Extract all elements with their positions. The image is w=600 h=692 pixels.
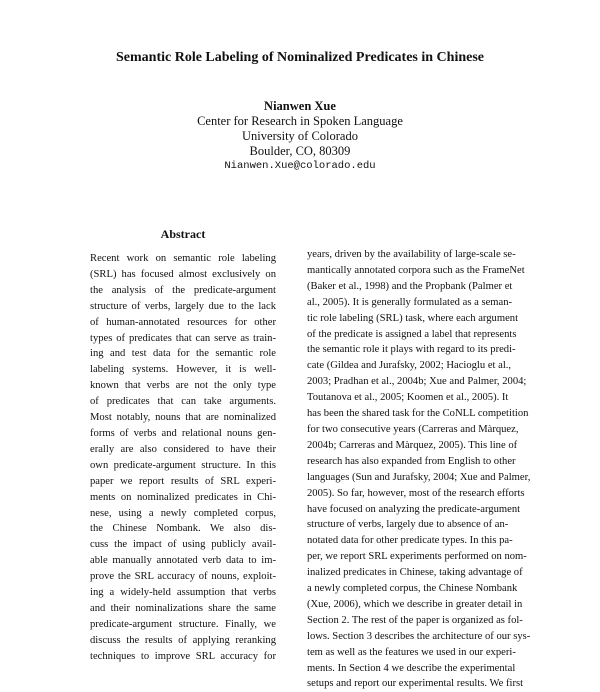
text-line: mantically annotated corpora such as the FrameNet bbox=[307, 264, 525, 276]
text-line: paper we report results of SRL experi- bbox=[90, 475, 276, 487]
abstract-text bbox=[90, 251, 276, 665]
text-line: nese, using a newly completed corpus, bbox=[90, 507, 276, 519]
text-line: types of predicates that can serve as train- bbox=[90, 332, 276, 344]
text-line: techniques to improve SRL accuracy for bbox=[90, 650, 276, 662]
text-line: known that verbs are not the only type bbox=[90, 380, 276, 392]
text-line: lows. Section 3 describes the architecture of our sys- bbox=[307, 630, 531, 642]
text-line: Most notably, nouns that are nominalized bbox=[90, 412, 276, 424]
author-university: University of Colorado bbox=[242, 129, 358, 143]
author-name: Nianwen Xue bbox=[264, 99, 336, 113]
text-line: ments. In Section 4 we describe the experimental bbox=[307, 662, 516, 674]
text-line: inalized predicates in Chinese, taking advantage of bbox=[307, 567, 523, 579]
text-line: discuss the results of applying reranking bbox=[90, 634, 276, 646]
text-line: predicate-argument structure. Finally, we bbox=[90, 618, 276, 630]
text-line: for two consecutive years (Carreras and Màrquez, bbox=[307, 423, 519, 435]
text-line: al., 2005). It is generally formulated as a seman- bbox=[307, 296, 513, 308]
text-line: of the predicate is assigned a label that represents bbox=[307, 328, 517, 340]
paper-title: Semantic Role Labeling of Nominalized Predicates in Chinese bbox=[116, 50, 484, 65]
text-line: the semantic role it plays with regard to its predi- bbox=[307, 344, 516, 356]
text-line: structure of verbs, largely due to absence of an- bbox=[307, 519, 509, 531]
author-affiliation: Center for Research in Spoken Language bbox=[197, 114, 403, 128]
text-line: 2004b; Carreras and Màrquez, 2005). This line of bbox=[307, 439, 518, 451]
text-line: erally are also considered to have their bbox=[90, 443, 276, 455]
abstract-heading: Abstract bbox=[160, 227, 206, 241]
text-line: has been the shared task for the CoNLL competition bbox=[307, 408, 529, 420]
text-line: and their nominalizations share the same bbox=[90, 602, 276, 614]
text-line: a newly completed corpus, the Chinese Nombank bbox=[307, 583, 518, 595]
text-line: languages (Sun and Jurafsky, 2004; Xue and Palmer, bbox=[307, 471, 531, 483]
text-line: tic role labeling (SRL) task, where each argument bbox=[307, 312, 519, 324]
text-line: labeling systems. However, it is well- bbox=[90, 364, 276, 376]
text-line: Toutanova et al., 2005; Koomen et al., 2005). It bbox=[307, 392, 509, 404]
text-line: tem as well as the features we used in our experi- bbox=[307, 646, 516, 658]
text-line: the Chinese Nombank. We also dis- bbox=[90, 523, 276, 535]
author-block bbox=[0, 99, 600, 174]
author-location: Boulder, CO, 80309 bbox=[249, 144, 351, 158]
text-line: structure of verbs, largely due to the lack bbox=[90, 300, 276, 312]
text-line: the analysis of the predicate-argument bbox=[90, 284, 276, 296]
text-line: (Baker et al., 1998) and the Propbank (Palmer et bbox=[307, 280, 513, 292]
body-text-column bbox=[307, 247, 531, 692]
text-line: (Xue, 2006), which we describe in greater detail in bbox=[307, 598, 523, 610]
text-line: ments on nominalized predicates in Chi- bbox=[90, 491, 276, 503]
text-line: research has also expanded from English to other bbox=[307, 455, 516, 467]
text-line: cate (Gildea and Jurafsky, 2002; Hacioglu et al., bbox=[307, 360, 512, 372]
text-line: 2005). So far, however, most of the research efforts bbox=[307, 487, 525, 499]
text-line: 2003; Pradhan et al., 2004b; Xue and Palmer, 2004; bbox=[307, 376, 527, 388]
text-line: setups and report our experimental results. We first bbox=[307, 678, 524, 690]
text-line: Recent work on semantic role labeling bbox=[90, 253, 276, 264]
text-line: (SRL) has focused almost exclusively on bbox=[90, 268, 276, 280]
text-line: years, driven by the availability of large-scale se- bbox=[307, 249, 516, 260]
text-line: able manually annotated verb data to im- bbox=[90, 555, 276, 567]
text-line: own predicate-argument structure. In this bbox=[90, 459, 276, 471]
text-line: forms of verbs and relational nouns gen- bbox=[90, 427, 276, 439]
text-line: ing and test data for the semantic role bbox=[90, 348, 276, 360]
text-line: prove the SRL accuracy of nouns, exploit- bbox=[90, 571, 276, 583]
text-line: Section 2. The rest of the paper is organized as fol- bbox=[307, 614, 523, 626]
text-line: of human-annotated resources for other bbox=[90, 316, 276, 328]
text-line: notated data for other predicate types. In this pa- bbox=[307, 535, 513, 547]
author-email[interactable]: Nianwen.Xue@colorado.edu bbox=[224, 160, 376, 172]
text-line: ing a widely-held assumption that verbs bbox=[90, 587, 276, 599]
text-line: have focused on analyzing the predicate-argument bbox=[307, 503, 521, 515]
text-line: per, we report SRL experiments performed on nom- bbox=[307, 551, 527, 563]
text-line: of predicates that can take arguments. bbox=[90, 396, 276, 408]
text-line: cuss the impact of using publicly avail- bbox=[90, 539, 276, 551]
